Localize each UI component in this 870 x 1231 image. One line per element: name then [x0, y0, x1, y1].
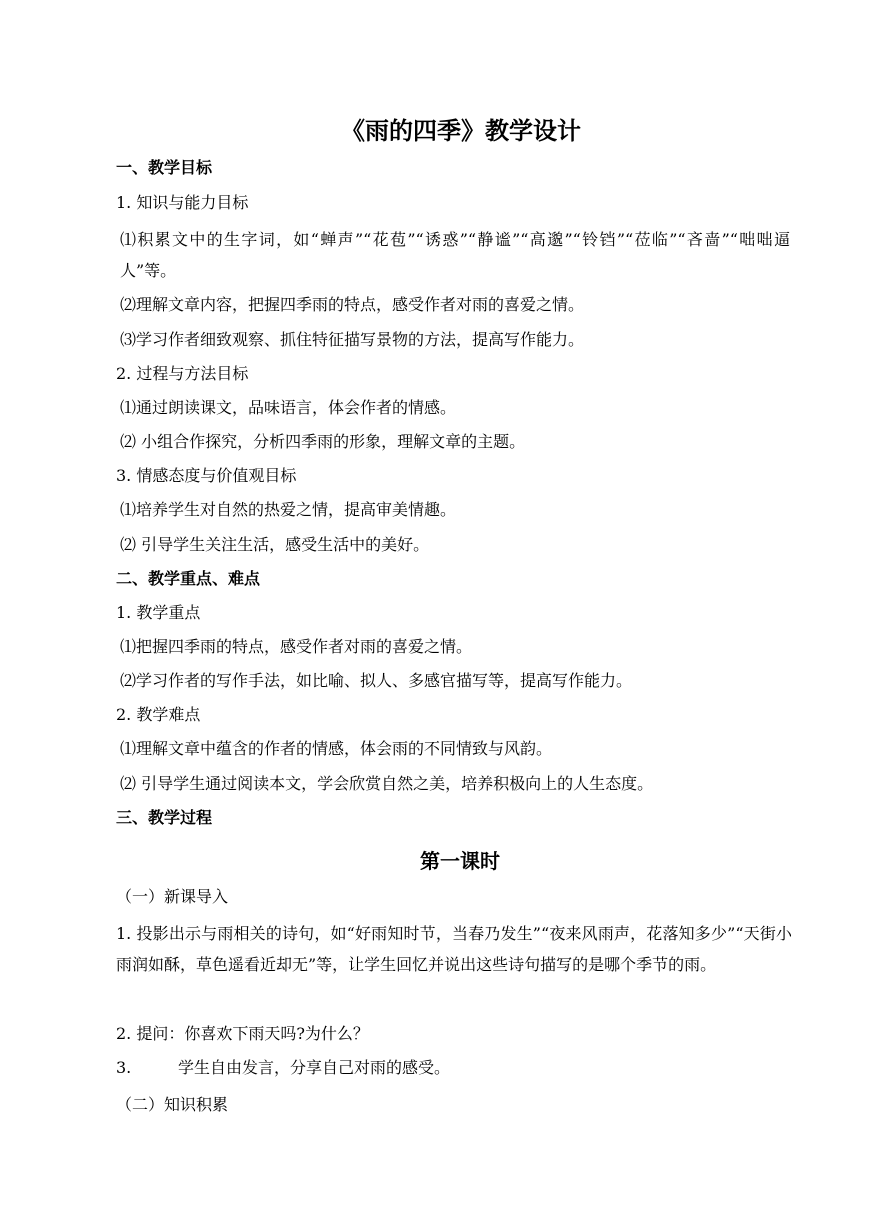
subheading-emotion-values: 3. 情感态度与价值观目标	[116, 466, 297, 485]
paragraph-group-work: ⑵ 小组合作探究，分析四季雨的形象，理解文章的主题。	[120, 432, 526, 451]
paragraph-key-point-1: ⑴把握四季雨的特点，感受作者对雨的喜爱之情。	[120, 637, 473, 656]
section-heading-key-points: 二、教学重点、难点	[116, 569, 261, 588]
paragraph-reading-aloud: ⑴通过朗读课文，品味语言，体会作者的情感。	[120, 398, 457, 417]
subheading-key-point: 1. 教学重点	[116, 603, 201, 622]
subheading-intro: （一）新课导入	[116, 887, 229, 906]
paragraph-learn-method: ⑶学习作者细致观察、抓住特征描写景物的方法，提高写作能力。	[120, 330, 585, 349]
lesson-title: 第一课时	[420, 849, 500, 873]
subheading-knowledge-accumulation: （二）知识积累	[116, 1095, 229, 1114]
paragraph-vocabulary: ⑴积累文中的生字词，如“蝉声”“花苞”“诱惑”“静谧”“高邈”“铃铛”“莅临”“吝啬”“咄咄逼人”等。	[120, 230, 790, 280]
subheading-process-method: 2. 过程与方法目标	[116, 364, 249, 383]
subheading-difficult-point: 2. 教学难点	[116, 705, 201, 724]
paragraph-step-2: 2. 提问：你喜欢下雨天吗?为什么？	[116, 1024, 369, 1043]
document-title: 《雨的四季》教学设计	[341, 116, 581, 145]
step-3-number: 3.	[116, 1058, 132, 1077]
paragraph-difficult-point-2: ⑵ 引导学生通过阅读本文，学会欣赏自然之美，培养积极向上的人生态度。	[120, 774, 654, 793]
paragraph-love-nature: ⑴培养学生对自然的热爱之情，提高审美情趣。	[120, 500, 457, 519]
section-heading-process: 三、教学过程	[116, 808, 213, 827]
paragraph-key-point-2: ⑵学习作者的写作手法，如比喻、拟人、多感官描写等，提高写作能力。	[120, 671, 633, 690]
paragraph-step-1: 1. 投影出示与雨相关的诗句，如“好雨知时节，当春乃发生”“夜来风雨声，花落知多少”“天街小雨润如酥，草色遥看近却无”等，让学生回忆并说出这些诗句描写的是哪个季节的雨。	[116, 924, 792, 974]
subheading-knowledge-ability: 1. 知识与能力目标	[116, 193, 249, 212]
paragraph-step-3	[116, 1058, 450, 1078]
paragraph-focus-life: ⑵ 引导学生关注生活，感受生活中的美好。	[120, 535, 430, 554]
paragraph-difficult-point-1: ⑴理解文章中蕴含的作者的情感，体会雨的不同情致与风韵。	[120, 739, 553, 758]
paragraph-understand-text: ⑵理解文章内容，把握四季雨的特点，感受作者对雨的喜爱之情。	[120, 295, 585, 314]
section-heading-objectives: 一、教学目标	[116, 158, 213, 177]
step-3-text: 学生自由发言，分享自己对雨的感受。	[178, 1058, 451, 1077]
